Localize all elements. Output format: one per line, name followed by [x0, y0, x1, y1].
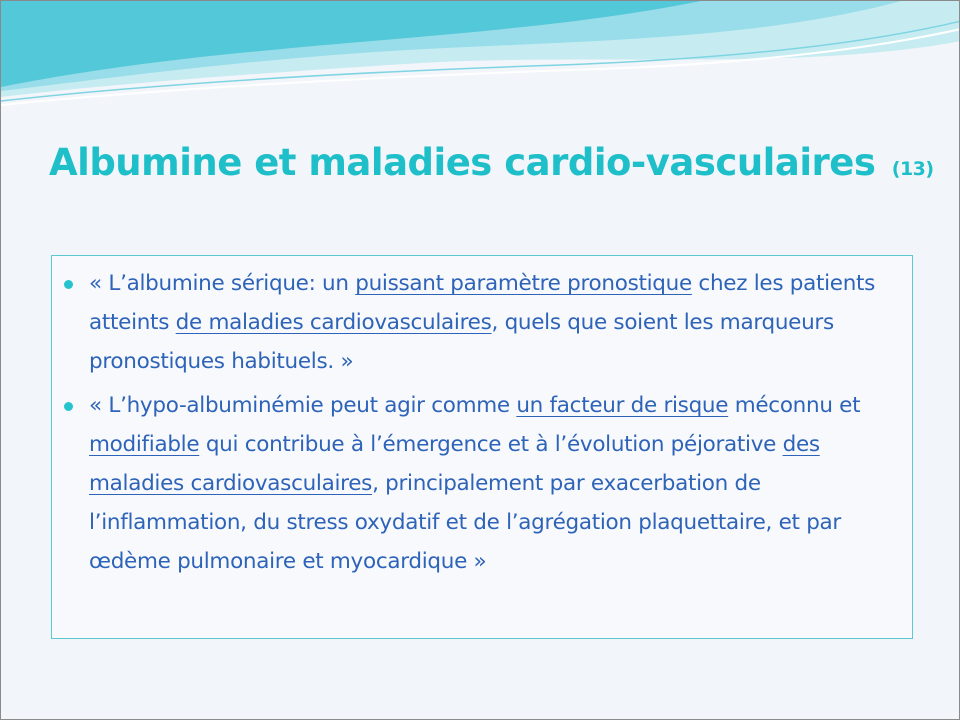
title-text: Albumine et maladies cardio-vasculaires	[49, 141, 876, 184]
bullet-text-segment: , quels que soient les marqueurs pronostiques habituels. »	[89, 310, 834, 374]
bullet-text-underlined: puissant paramètre pronostique	[355, 271, 692, 296]
content-box	[51, 255, 913, 639]
bullet-text-underlined: de maladies cardiovasculaires	[175, 310, 492, 335]
bullet-text-segment: méconnu et	[728, 393, 861, 418]
bullet-marker-icon	[64, 280, 73, 289]
bullet-text-segment: « L’hypo-albuminémie peut agir comme	[89, 393, 517, 418]
bullet-item	[89, 386, 904, 581]
bullet-marker-icon	[64, 402, 73, 411]
bullet-text-segment: « L’albumine sérique: un	[89, 271, 356, 296]
bullet-text-segment: qui contribue à l’émergence et à l’évolution péjorative	[199, 432, 783, 457]
bullet-text-underlined: un facteur de risque	[516, 393, 729, 418]
slide-title	[49, 141, 934, 184]
bullet-text-underlined: des maladies cardiovasculaires	[89, 432, 820, 496]
bullet-text-segment: chez les patients atteints	[89, 271, 876, 335]
header-wave-decoration	[1, 1, 960, 113]
bullet-text-underlined: modifiable	[89, 432, 200, 457]
bullet-text-segment: , principalement par exacerbation de l’inflammation, du stress oxydatif et de l’agrégation plaquettaire, et par œdème pulmonaire et myocardique »	[89, 471, 841, 574]
bullet-item	[89, 264, 904, 381]
title-reference: (13)	[891, 158, 934, 180]
